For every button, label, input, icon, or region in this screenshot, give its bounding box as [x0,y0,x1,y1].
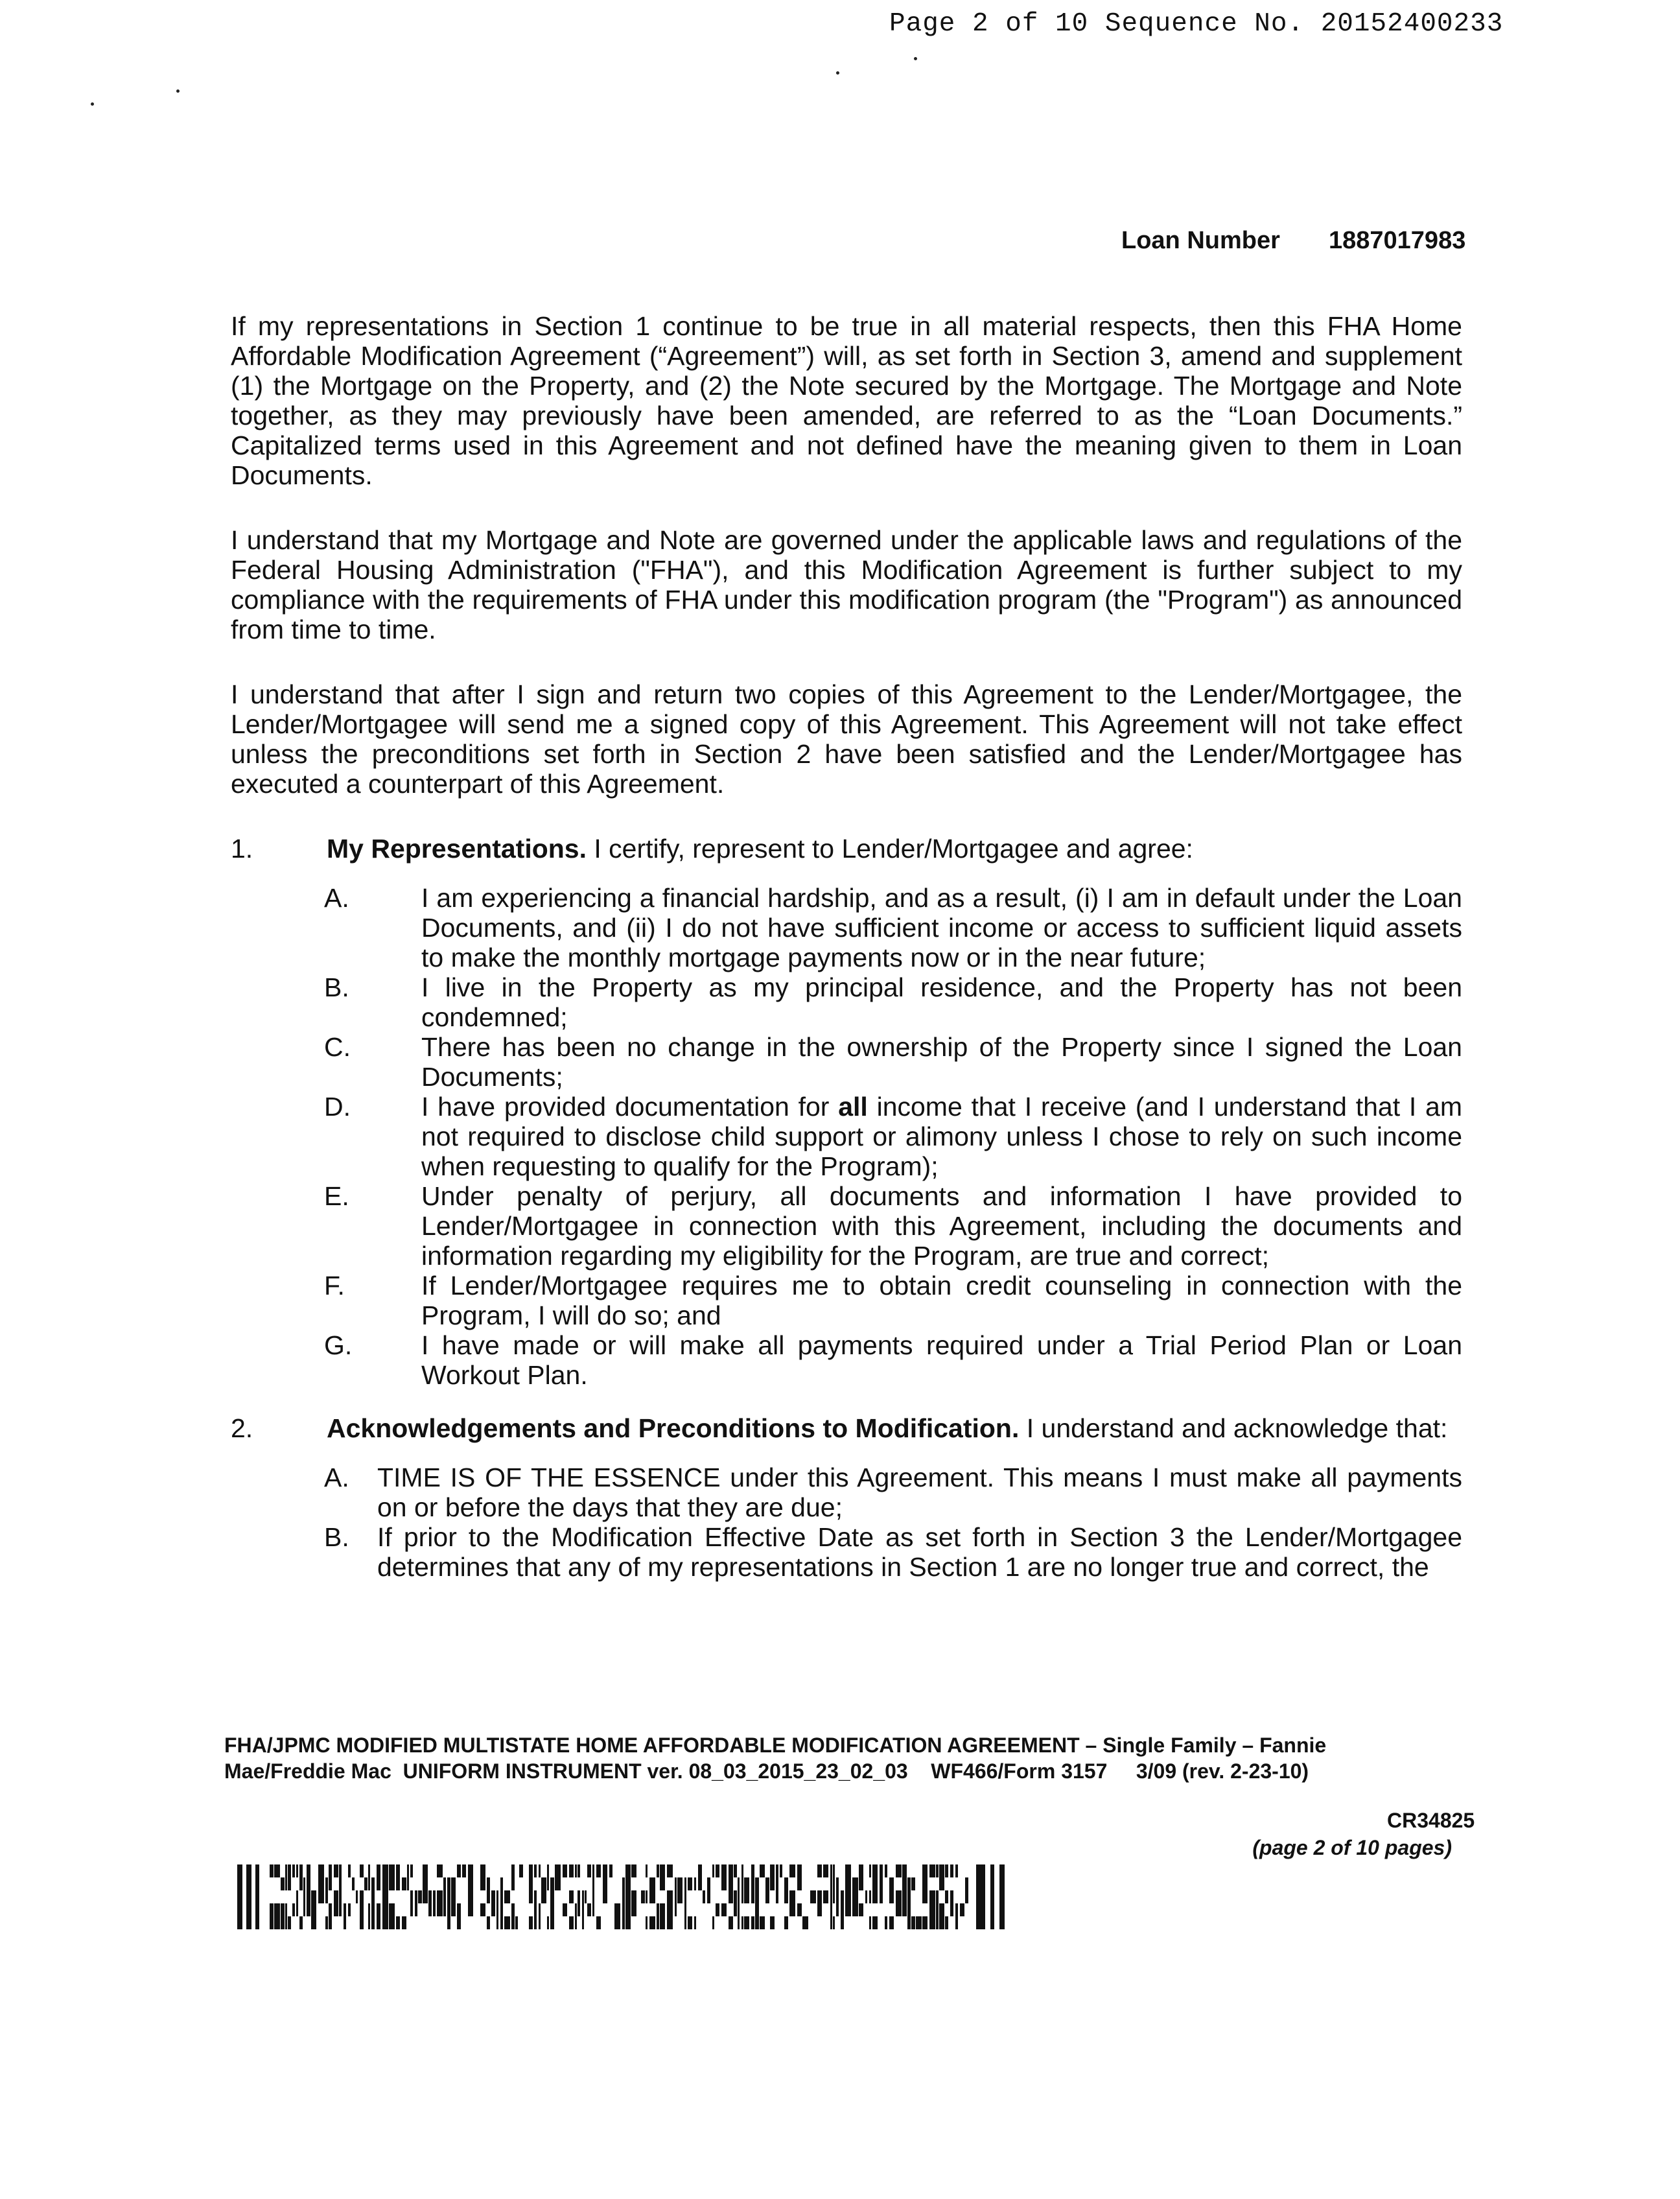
section-intro-text: I understand and acknowledge that: [1019,1413,1448,1443]
item-letter: E. [324,1181,349,1211]
scan-speck [176,89,180,93]
form-code: CR34825 [1387,1809,1475,1832]
scan-speck [836,71,839,75]
item-text: TIME IS OF THE ESSENCE under this Agreement. This means I must make all payments on or before the days that they are due; [377,1463,1462,1522]
item-text: I live in the Property as my principal residence, and the Property has not been condemned; [421,972,1462,1032]
item-letter: A. [324,883,349,913]
section-2 [231,1413,1462,1582]
item-letter: G. [324,1330,353,1360]
item-text: Under penalty of perjury, all documents and information I have provided to Lender/Mortgagee in connection with this Agreement, including the documents and information regarding my eligibility for the Program, are true and correct; [421,1181,1462,1271]
item-letter: B. [324,972,349,1002]
list-item [231,1181,1462,1271]
list-item [231,1330,1462,1390]
item-letter: B. [324,1522,349,1552]
footer-line: Mae/Freddie Mac UNIFORM INSTRUMENT ver. 08_03_2015_23_02_03 WF466/Form 3157 3/09 (rev. 2-23-10) [224,1759,1309,1783]
section-1 [231,834,1462,1390]
barcode-image [237,1864,1006,1929]
item-text: If Lender/Mortgagee requires me to obtain credit counseling in connection with the Program, I will do so; and [421,1271,1462,1330]
loan-number-label: Loan Number [1121,227,1280,254]
form-footer [224,1732,1456,1784]
item-text: If prior to the Modification Effective Date as set forth in Section 3 the Lender/Mortgagee determines that any of my representations in Section 1 are no longer true and correct, the [377,1522,1462,1582]
intro-paragraph: I understand that after I sign and return two copies of this Agreement to the Lender/Mortgagee, the Lender/Mortgagee will send me a signed copy of this Agreement. This Agreement will not take effect unless the preconditions set forth in Section 2 have been satisfied and the Lender/Mortgagee has executed a counterpart of this Agreement. [231,679,1462,799]
item-letter: A. [324,1463,349,1492]
list-item [231,1522,1462,1582]
page-count: (page 2 of 10 pages) [1252,1836,1452,1859]
item-letter: D. [324,1092,351,1122]
loan-number-value: 1887017983 [1329,227,1466,254]
fax-sequence-header: Page 2 of 10 Sequence No. 20152400233 [889,9,1504,39]
section-heading [327,834,1462,864]
section-number: 2. [231,1413,253,1443]
agreement-body [231,311,1462,1588]
section-number: 1. [231,834,253,864]
list-item [231,883,1462,972]
scan-speck [914,57,917,60]
acknowledgement-list [231,1463,1462,1582]
item-text: I have made or will make all payments required under a Trial Period Plan or Loan Workout Plan. [421,1330,1462,1390]
intro-paragraph: I understand that my Mortgage and Note are governed under the applicable laws and regulations of the Federal Housing Administration ("FHA"), and this Modification Agreement is further subject to my compliance with the requirements of FHA under this modification program (the "Program") as announced from time to time. [231,525,1462,644]
item-text: income that I receive (and I understand that I am not required to disclose child support or alimony unless I chose to rely on such income when requesting to qualify for the Program); [421,1092,1462,1181]
representation-list [231,883,1462,1390]
section-heading [327,1413,1462,1443]
intro-paragraph: If my representations in Section 1 continue to be true in all material respects, then this FHA Home Affordable Modification Agreement (“Agreement”) will, as set forth in Section 3, amend and supplement (1) the Mortgage on the Property, and (2) the Note secured by the Mortgage. The Mortgage and Note together, as they may previously have been amended, are referred to as the “Loan Documents.” Capitalized terms used in this Agreement and not defined have the meaning given to them in Loan Documents. [231,311,1462,490]
scan-speck [91,102,94,106]
list-item [231,972,1462,1032]
item-text: There has been no change in the ownership of the Property since I signed the Loan Documents; [421,1032,1462,1092]
list-item [231,1092,1462,1181]
list-item [231,1463,1462,1522]
footer-line: FHA/JPMC MODIFIED MULTISTATE HOME AFFORDABLE MODIFICATION AGREEMENT – Single Family – Fannie [224,1734,1327,1757]
list-item [231,1271,1462,1330]
item-emphasis: all [838,1092,868,1122]
item-letter: F. [324,1271,345,1300]
section-intro-text: I certify, represent to Lender/Mortgagee and agree: [587,834,1193,864]
list-item [231,1032,1462,1092]
section-title: My Representations. [327,834,587,864]
item-text: I am experiencing a financial hardship, and as a result, (i) I am in default under the Loan Documents, and (ii) I do not have sufficient income or access to sufficient liquid assets to make the monthly mortgage payments now or in the near future; [421,883,1462,972]
loan-number-row [1121,227,1465,255]
item-text: I have provided documentation for [421,1092,839,1122]
section-title: Acknowledgements and Preconditions to Modification. [327,1413,1020,1443]
item-letter: C. [324,1032,351,1062]
